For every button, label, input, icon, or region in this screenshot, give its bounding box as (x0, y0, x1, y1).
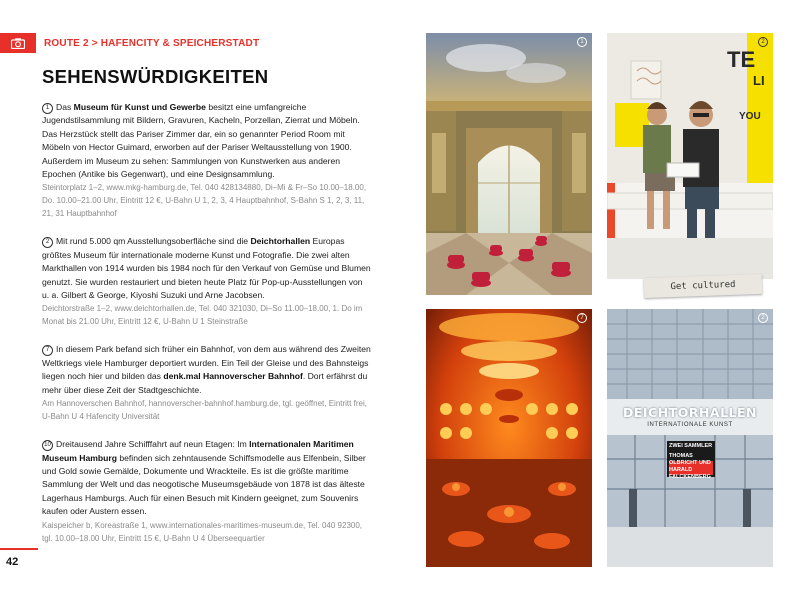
photo-orange-lounge (426, 309, 592, 567)
entry-maritimes-museum (42, 438, 372, 544)
text-column (42, 101, 372, 560)
photo-badge: 1 (577, 37, 587, 47)
entry-description: 7 In diesem Park befand sich früher ein Bahnhof, von dem aus während des Zweiten Weltkriegs viele Hamburger deportiert wurden. Ein Teil der Gleise und des Bahnsteigs liegen noch hier und bilden das denk.mal Hannoverscher Bahnhof. Dort erfährst du mehr über diese Zeit der Stadtgeschichte. (42, 344, 371, 395)
entry-number: 1 (42, 103, 53, 114)
page-title: SEHENSWÜRDIGKEITEN (42, 66, 269, 87)
banner-line: ZWEI SAMMLER (669, 443, 713, 449)
get-cultured-tape: Get cultured (644, 274, 763, 298)
entry-highlight: Deichtorhallen (250, 236, 311, 247)
route-label: ROUTE 2 > HAFENCITY & SPEICHERSTADT (44, 38, 260, 49)
route-tab (0, 33, 36, 53)
photo-badge: 2 (758, 37, 768, 47)
banner-line: HARALD FALCKENBERG (669, 467, 711, 480)
exhibition-banner (669, 443, 715, 481)
exhibit-sign-top: TE (727, 47, 756, 72)
exhibit-sign-side: LI (753, 73, 765, 88)
entry-number: 7 (42, 345, 53, 356)
page-number-bar (0, 548, 38, 550)
entry-description: 2 Mit rund 5.000 qm Ausstellungsoberfläche sind die Deichtorhallen Europas größtes Museum für internationale moderne Kunst und Fotografie. Die zwei alten Markthallen von 1914 wurden bis 1984 noch für den Verkauf von Gemüse und Blumen genutzt. Sie wurden restauriert und bieten heute Platz für Pop-up-Ausstellungen von u. a. Gilbert & George, Kiyoshi Suzuki und Arne Jacobsen. (42, 236, 371, 301)
entry-museum-kunst-gewerbe (42, 101, 372, 220)
entry-highlight: Internationalen Maritimen Museum Hamburg (42, 439, 354, 463)
entry-description: 10 Dreitausend Jahre Schifffahrt auf neun Etagen: Im Internationalen Maritimen Museum Hamburg befinden sich zehntausende Schiffsmodelle aus Elfenbein, Silber und Gold sowie Gemälde, Dokumente und Wrackteile. Es ist die größte maritime Sammlung der Welt und das neogotische Museumsgebäude von 1878 ist das älteste Lagerhaus Hamburgs. Auch für einen Besuch mit Kindern geeignet, zum Souvenirs kaufen oder Austern essen. (42, 439, 366, 517)
entry-description: 1 Das Museum für Kunst und Gewerbe besitzt eine umfangreiche Jugendstilsammlung mit Bildern, Gravuren, Kacheln, Porzellan, Zierrat und Möbeln. Das Herzstück stellt das Pariser Zimmer dar, ein so genannter Period Room mit Möbeln von Hector Guimard, erworben auf der Pariser Weltausstellung von 1900. Außerdem im Museum zu sehen: Sammlungen von Kunstwerken aus anderen Epochen (Antike bis Gegenwart), und eine Designsammlung. (42, 102, 360, 180)
banner-line: THOMAS OLBRICHT UND (669, 453, 711, 466)
entry-info: Kaispeicher b, Koreastraße 1, www.internationales-maritimes-museum.de, Tel. 040 92300, tgl. 10.00–18.00 Uhr, Eintritt 15 €, U-Bahn U 4 Überseequartier (42, 520, 363, 543)
page-number: 42 (6, 556, 19, 568)
entry-deichtorhallen (42, 235, 372, 328)
photo-badge: 2 (758, 313, 768, 323)
photo-badge: 7 (577, 313, 587, 323)
photo-museum-hall (426, 33, 592, 295)
entry-highlight: Museum für Kunst und Gewerbe (73, 102, 206, 112)
photo-deichtorhallen (607, 309, 773, 567)
photo-visitors (607, 33, 773, 279)
exhibit-sign-bottom: YOU (739, 111, 761, 122)
entry-number: 2 (42, 237, 53, 248)
entry-info: Deichtorstraße 1–2, www.deichtorhallen.de, Tel. 040 321030, Di–So 11.00–18.00, 1. Do im Monat bis 21.00 Uhr, Eintritt 12 €, U-Bahn U 1 Steinstraße (42, 304, 363, 327)
entry-info: Am Hannoverschen Bahnhof, hannoverscher-bahnhof.hamburg.de, tgl. geöffnet, Eintritt frei, U-Bahn U 4 Hafencity Universität (42, 399, 367, 422)
entry-number: 10 (42, 440, 53, 451)
building-name: DEICHTORHALLEN (622, 405, 758, 420)
building-subtitle: INTERNATIONALE KUNST (647, 422, 733, 428)
entry-hannoverscher-bahnhof (42, 343, 372, 423)
entry-highlight: denk.mal Hannoverscher Bahnhof (163, 371, 303, 382)
entry-info: Steintorplatz 1–2, www.mkg-hamburg.de, Tel. 040 428134880, Di–Mi & Fr–So 10.00–18.00, Do. 10.00–21.00 Uhr, Eintritt 12 €, U-Bahn U 1, 2, 3, 4 Hauptbahnhof, S-Bahn S 1, 2, 3, 11, 21, 31 Hauptbahnhof (42, 183, 367, 219)
camera-icon (11, 38, 25, 49)
